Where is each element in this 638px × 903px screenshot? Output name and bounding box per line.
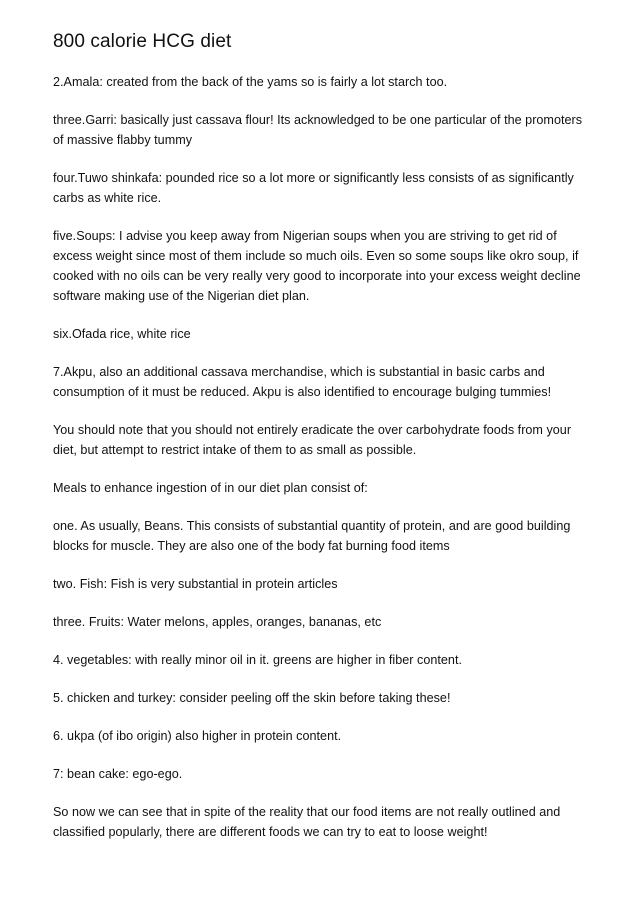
document-title: 800 calorie HCG diet [53,31,232,52]
paragraph-beans: one. As usually, Beans. This consists of substantial quantity of protein, and are good building blocks for muscle. They are also one of the body fat burning food items [53,519,571,553]
paragraph-note: You should note that you should not entirely eradicate the over carbohydrate foods from your diet, but attempt to restrict intake of them to as small as possible. [53,423,572,457]
paragraph-bean-cake: 7: bean cake: ego-ego. [53,767,183,781]
paragraph-tuwo-shinkafa: four.Tuwo shinkafa: pounded rice so a lot more or significantly less consists of as significantly carbs as white rice. [53,171,574,205]
paragraph-fruits: three. Fruits: Water melons, apples, oranges, bananas, etc [53,615,382,629]
paragraph-ofada-rice: six.Ofada rice, white rice [53,327,191,341]
paragraph-vegetables: 4. vegetables: with really minor oil in it. greens are higher in fiber content. [53,653,462,667]
paragraph-soups: five.Soups: I advise you keep away from Nigerian soups when you are striving to get rid of excess weight since most of them include so much oils. Even so some soups like okro soup, if cooked with no oils can be very really very good to incorporate into your excess weight decline software making use of the Nigerian diet plan. [53,229,581,303]
paragraph-ukpa: 6. ukpa (of ibo origin) also higher in protein content. [53,729,342,743]
paragraph-akpu: 7.Akpu, also an additional cassava merchandise, which is substantial in basic carbs and consumption of it must be reduced. Akpu is also identified to encourage bulging tummies! [53,365,552,399]
paragraph-fish: two. Fish: Fish is very substantial in protein articles [53,577,338,591]
paragraph-garri: three.Garri: basically just cassava flour! Its acknowledged to be one particular of the promoters of massive flabby tummy [53,113,583,147]
paragraph-chicken-turkey: 5. chicken and turkey: consider peeling off the skin before taking these! [53,691,451,705]
paragraph-amala: 2.Amala: created from the back of the yams so is fairly a lot starch too. [53,75,448,89]
paragraph-conclusion: So now we can see that in spite of the reality that our food items are not really outlined and classified popularly, there are different foods we can try to eat to loose weight! [53,805,561,839]
paragraph-meals-intro: Meals to enhance ingestion of in our diet plan consist of: [53,481,368,495]
document-page [53,31,593,860]
